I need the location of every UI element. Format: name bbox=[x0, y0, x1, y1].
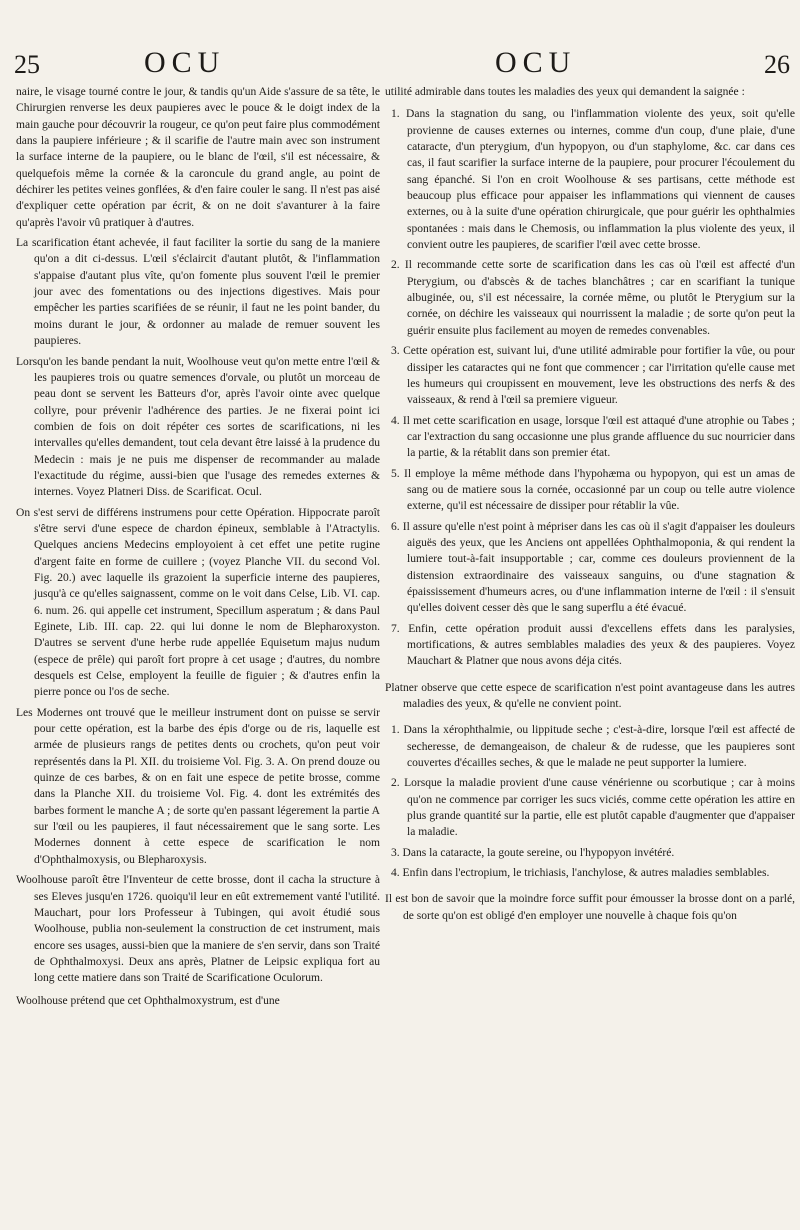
right-item-1: 1. Dans la stagnation du sang, ou l'inflammation violente des yeux, soit qu'elle provienne de causes externes ou internes, comme d'un coup, d'une plaie, d'une cataracte, d'un pterygium, d'un hypopyon, ou d'un staphylome, &c. car dans ces cas, il faut scarifier la surface interne de la paupiere, pour procurer l'écoulement du sang épanché. Si l'on en croit Woolhouse & ses partisans, cette méthode est beaucoup plus efficace pour appaiser les inflammations qui viennent de causes externes, ou à la suite d'une opération chirurgicale, que pour guérir les ophthalmies spontanées : mais dans le Chemosis, ou inflammation la plus violente des yeux, il convient outre les paupieres, de scarifier l'œil avec cette brosse. bbox=[391, 108, 795, 252]
right-contra-item-4: 4. Enfin dans l'ectropium, le trichiasis, l'anchylose, & autres maladies semblables. bbox=[391, 867, 770, 880]
right-item-7: 7. Enfin, cette opération produit aussi d'excellens effets dans les paralysies, mortifications, & autres semblables maladies des yeux & des paupieres. Voyez Mauchart & Platner que nous avons déja cités. bbox=[391, 622, 795, 668]
left-paragraph-7: Woolhouse prétend que cet Ophthalmoxystrum, est d'une bbox=[16, 994, 280, 1007]
left-column bbox=[16, 84, 380, 1226]
left-paragraph-1: naire, le visage tourné contre le jour, & tandis qu'un Aide s'assure de sa tête, le Chirurgien renverse les deux paupieres avec le pouce & le doigt index de la main gauche pour découvrir la rougeur, ce qu'on peut faire plus commodément dans la paupiere inférieure ; & il scarifie de l'autre main avec son instrument la surface interne de la paupiere, ou le blanc de l'œil, s'il est nécessaire, & quelquefois même la cornée & la caroncule du grand angle, au point de déchirer les petites veines gonflées, & d'en faire couler le sang. Il n'est pas aisé d'expliquer cette opération par écrit, & on ne doit s'avanturer à la faire qu'après l'avoir vû pratiquer à d'autres. bbox=[16, 86, 380, 229]
right-page-number: 26 bbox=[764, 50, 790, 79]
right-column bbox=[385, 84, 795, 1226]
right-item-3: 3. Cette opération est, suivant lui, d'une utilité admirable pour fortifier la vûe, ou pour dissiper les cataractes qui ne font que commencer ; car l'irritation qu'elle cause met les humeurs qui croupissent en mouvement, leve les obstructions des nerfs & des vaisseaux, & rend à l'œil sa premiere vigueur. bbox=[391, 345, 795, 407]
right-running-head: OCU bbox=[495, 46, 577, 79]
right-item-2: 2. Il recommande cette sorte de scarification dans les cas où l'œil est affecté d'un Pterygium, ou d'abscès & de taches blanchâtres ; car en scarifiant la tunique albuginée, ou, s'il est nécessaire, la cornée même, ou plutôt le Pterygium sur la cornée, on déchire les vaisseaux qui nourrissent la maladie ; de sorte qu'on peut la guérir ensuite plus facilement au moyen de remedes convenables. bbox=[391, 259, 795, 337]
right-paragraph-platner: Platner observe que cette espece de scarification n'est point avantageuse dans les autres maladies des yeux, & qu'elle ne convient point. bbox=[385, 681, 795, 711]
right-contra-item-1: 1. Dans la xérophthalmie, ou lippitude seche ; c'est-à-dire, lorsque l'œil est affecté de secheresse, de demangeaison, de chaleur & de rudesse, que les paupieres sont couvertes d'écailles seches, & que le malade ne peut supporter la lumiere. bbox=[391, 724, 795, 770]
left-paragraph-4: On s'est servi de différens instrumens pour cette Opération. Hippocrate paroît s'être servi d'une espece de chardon épineux, semblable à l'Atractylis. Quelques anciens Medecins employoient à cet effet une petite rugine d'argent faite en forme de cuillere ; (voyez Planche VII. du second Vol. Fig. 20.) avec laquelle ils grazoient la superficie interne des paupieres, jusqu'à ce qu'elles saignassent, comme on le voit dans Celse, Lib. VI. cap. 6. num. 26. qui appelle cet instrument, Specillum asperatum ; & dans Paul Eginete, Lib. III. cap. 22. qui lui donne le nom de Blepharoxyston. D'autres se servent d'une herbe rude appellée Equisetum majus nudum (espece de prêle) qui paroît fort propre à cet usage ; d'autres, du nombre desquels est Celse, employent la feuille de figuier ; & d'autres enfin la pierre ponce ou l'os de seche. bbox=[16, 506, 380, 699]
left-paragraph-3: Lorsqu'on les bande pendant la nuit, Woolhouse veut qu'on mette entre l'œil & les paupieres trois ou quatre semences d'orvale, ou plutôt un morceau de peau dont se servent les Batteurs d'or, après l'avoir ointe avec quelque collyre, pour prévenir l'adhérence des parties. Je ne fixerai point ici combien de fois on doit répéter ces sortes de scarifications, ni les intervalles qu'elles demandent, tout cela devant être laissé à la prudence du Medecin : mais je ne puis me dispenser de recommander au malade l'exactitude du régime, aussi-bien que l'usage des remedes externes & internes. Voyez Platneri Diss. de Scarificat. Ocul. bbox=[16, 355, 380, 499]
right-item-6: 6. Il assure qu'elle n'est point à mépriser dans les cas où il s'agit d'appaiser les douleurs aiguës des yeux, que les Anciens ont appellées Ophthalmoponia, & qui rendent la lumiere tout-à-fait insupportable ; car, comme ces douleurs proviennent de la distension extraordinaire des vaisseaux sanguins, ou d'une stagnation & épaississement d'humeurs acres, ou d'une inflammation interne de l'œil : il s'ensuit qu'elles doivent cesser dès que le sang superflu a été évacué. bbox=[391, 520, 795, 615]
right-item-5: 5. Il employe la même méthode dans l'hypohæma ou hypopyon, qui est un amas de sang ou de matiere sous la cornée, occasionné par un coup ou telle autre violence externe, qu'il est nécessaire de dissiper pour rétablir la vûe. bbox=[391, 467, 795, 513]
left-paragraph-6: Woolhouse paroît être l'Inventeur de cette brosse, dont il cacha la structure à ses Eleves jusqu'en 1726. quoiqu'il leur en eût extremement vanté l'utilité. Mauchart, pour lors Professeur à Tubingen, qui avoit étudié sous Woolhouse, publia non-seulement la construction de cet instrument, mais encore ses usages, aussi-bien que la maniere de s'en servir, dans son Traité de Ophthalmoxysi. Deux ans après, Platner de Leipsic expliqua fort au long cette matiere dans son Traité de Scarificatione Oculorum. bbox=[16, 874, 380, 985]
right-page-header bbox=[395, 46, 790, 86]
left-page-header bbox=[14, 46, 384, 86]
left-paragraph-2: La scarification étant achevée, il faut faciliter la sortie du sang de la maniere qu'on a dit ci-dessus. L'œil s'éclaircit d'autant plutôt, & l'inflammation s'appaise d'autant plus vîte, qu'on fomente plus souvent l'œil le premier jour avec des fomentations ou des injections digestives. Mais pour empêcher les parties scarifiées de se réunir, il faut ne les point bander, du moins durant le jour, & ordonner au malade de remuer souvent les paupieres. bbox=[16, 237, 380, 348]
right-contra-item-3: 3. Dans la cataracte, la goute sereine, ou l'hypopyon invétéré. bbox=[391, 846, 675, 859]
right-contra-item-2: 2. Lorsque la maladie provient d'une cause vénérienne ou scorbutique ; car à moins qu'on ne commence par corriger les sucs viciés, comme cette opération les attire en plus grande quantité sur la partie, elle est plutôt capable d'augmenter que d'appaiser la maladie. bbox=[391, 777, 795, 839]
right-item-4: 4. Il met cette scarification en usage, lorsque l'œil est attaqué d'une atrophie ou Tabes ; car l'extraction du sang occasionne une plus grande affluence du suc nourricier dans la partie, & la rétablit dans son premier état. bbox=[391, 414, 795, 460]
left-running-head: OCU bbox=[144, 46, 226, 79]
left-paragraph-5: Les Modernes ont trouvé que le meilleur instrument dont on puisse se servir pour cette opération, est la barbe des épis d'orge ou de ris, laquelle est armée de plusieurs rangs de petites dents ou crochets, qu'on peut voir représentés dans la Pl. XII. du troisieme Vol. Fig. 3. A. On prend douze ou quinze de ces barbes, & on en fait une espece de petite brosse, comme dans la Planche XII. du troisieme Vol. Fig. 4. dont les extrémités des barbes forment le manche A ; de sorte qu'en passant légerement la partie A sur l'œil ou les paupieres, il faut nécessairement que le sang sorte. Les Modernes donnent à cette espece de scarification le nom d'Ophthalmoxysis, ou Blepharoxysis. bbox=[16, 706, 380, 866]
left-page-number: 25 bbox=[14, 50, 40, 79]
right-paragraph-intro: utilité admirable dans toutes les maladies des yeux qui demandent la saignée : bbox=[385, 86, 745, 98]
right-paragraph-final: Il est bon de savoir que la moindre force suffit pour émousser la brosse dont on a parlé, de sorte qu'on est obligé d'en employer une nouvelle à chaque fois qu'on bbox=[385, 893, 795, 922]
